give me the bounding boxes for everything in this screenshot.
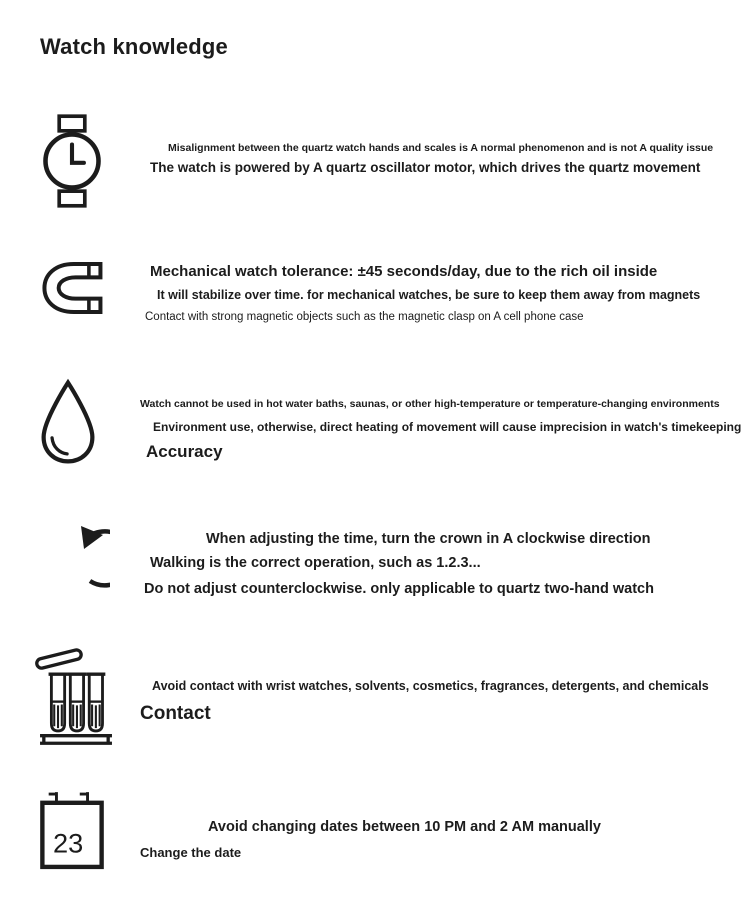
section-line: Contact [140,703,211,724]
section-quartz-movement [140,142,750,176]
test-tubes-icon [34,642,118,748]
section-line: Environment use, otherwise, direct heating of movement will cause imprecision in watch's timekeeping [153,419,742,434]
page-title: Watch knowledge [40,34,228,59]
section-line: The watch is powered by A quartz oscillator motor, which drives the quartz movement [150,159,701,175]
section-temperature [138,398,750,462]
section-line: Mechanical watch tolerance: ±45 seconds/day, due to the rich oil inside [150,263,658,280]
section-date-change [138,819,750,861]
section-line: It will stabilize over time. for mechanical watches, be sure to keep them away from magnets [157,288,701,302]
section-time-adjustment [140,531,750,598]
section-line: When adjusting the time, turn the crown in A clockwise direction [206,531,651,547]
section-line: Walking is the correct operation, such as 1.2.3... [150,555,481,572]
section-line: Avoid changing dates between 10 PM and 2 AM manually [208,819,601,835]
calendar-day-number: 23 [52,827,84,859]
clockwise-arrow-icon [38,518,110,596]
section-line: Change the date [140,845,242,861]
section-line: Accuracy [146,441,223,461]
magnet-icon [40,259,104,317]
section-line: Contact with strong magnetic objects such as the magnetic clasp on A cell phone case [145,311,584,323]
section-magnetism [140,263,750,325]
wristwatch-icon [40,110,104,212]
section-line: Watch cannot be used in hot water baths, saunas, or other high-temperature or temperature-changing environments [140,398,720,410]
water-drop-icon [38,374,98,470]
section-line: Avoid contact with wrist watches, solvents, cosmetics, fragrances, detergents, and chemicals [152,679,709,693]
section-chemicals [138,679,750,726]
calendar-icon [38,788,106,872]
section-line: Misalignment between the quartz watch hands and scales is A normal phenomenon and is not A quality issue [168,142,714,154]
section-line: Do not adjust counterclockwise. only applicable to quartz two-hand watch [144,580,654,597]
